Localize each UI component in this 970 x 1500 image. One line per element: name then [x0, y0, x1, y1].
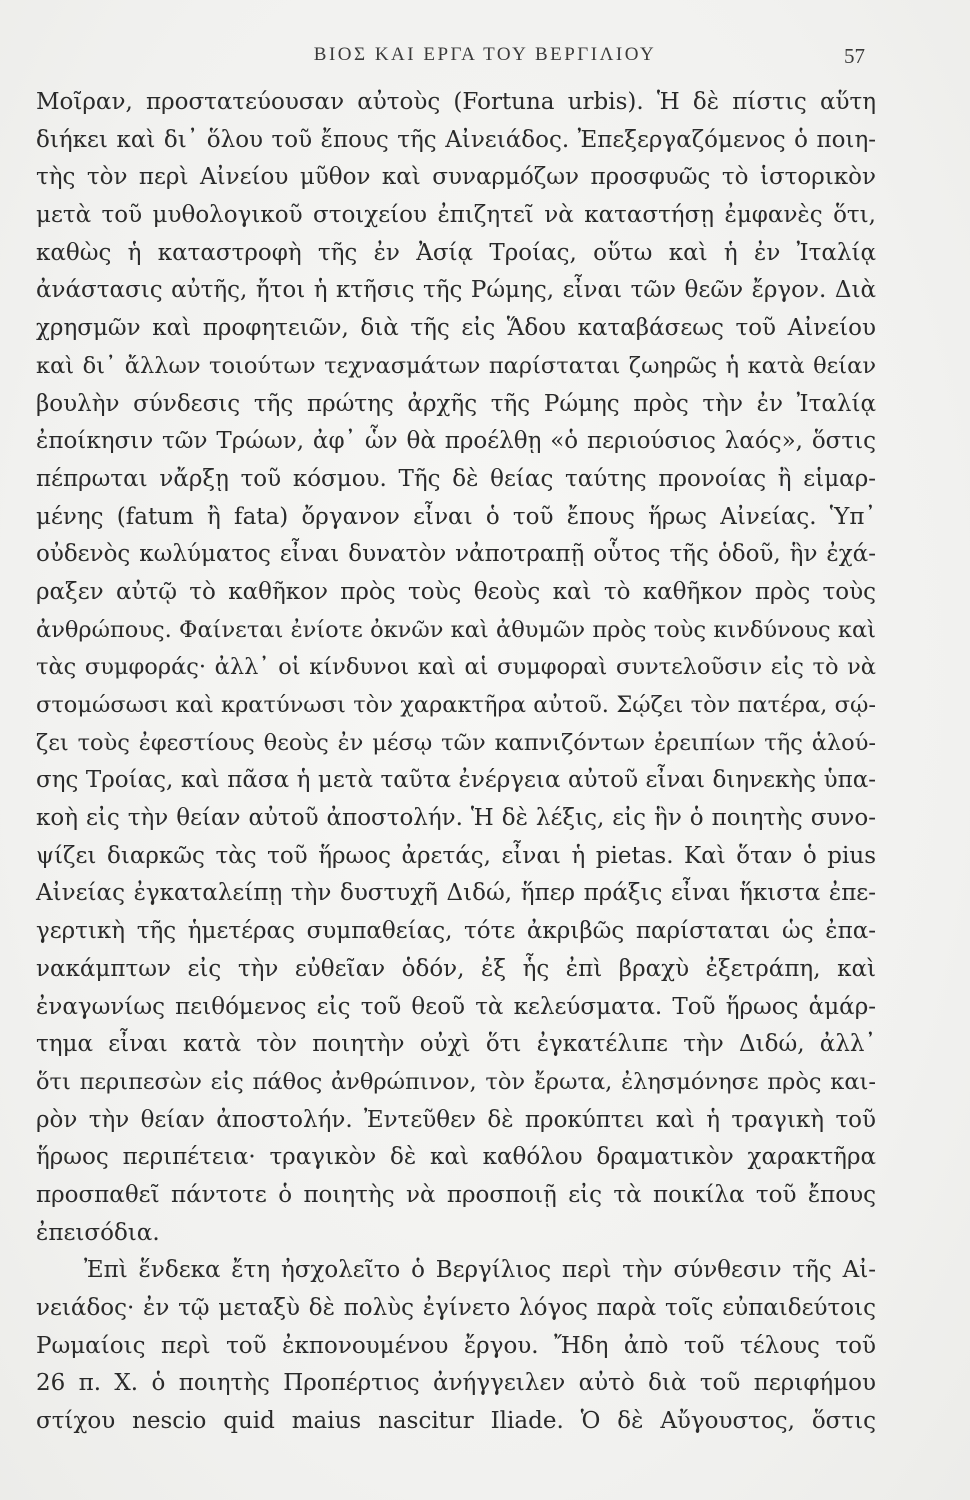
text-line: ἥρωος περιπέτεια· τραγικὸν δὲ καὶ καθόλου δραματικὸν χαρακτῆρα [36, 1144, 876, 1171]
text-line: οὐδενὸς κωλύματος εἶναι δυνατὸν νἀποτραπῇ οὗτος τῆς ὁδοῦ, ἣν ἐχά- [36, 541, 876, 568]
text-line: σης Τροίας, καὶ πᾶσα ἡ μετὰ ταῦτα ἐνέργεια αὐτοῦ εἶναι διηνεκὴς ὑπα- [36, 767, 876, 794]
text-line: 26 π. Χ. ὁ ποιητὴς Προπέρτιος ἀνήγγειλεν αὐτὸ διὰ τοῦ περιφήμου [36, 1370, 876, 1397]
text-line: ὅτι περιπεσὼν εἰς πάθος ἀνθρώπινον, τὸν ἔρωτα, ἐλησμόνησε πρὸς και- [36, 1068, 876, 1095]
text-line: μένης (fatum ἢ fata) ὄργανον εἶναι ὁ τοῦ ἔπους ἥρως Αἰνείας. Ὑπ᾽ [36, 503, 876, 530]
text-line: Μοῖραν, προστατεύουσαν αὐτοὺς (Fortuna urbis). Ἡ δὲ πίστις αὕτη [36, 89, 876, 115]
text-line: καὶ δι᾽ ἄλλων τοιούτων τεχνασμάτων παρίσταται ζωηρῶς ἡ κατὰ θείαν [36, 352, 876, 379]
text-line: στίχου nescio quid maius nascitur Iliade. Ὁ δὲ Αὔγουστος, ὅστις [36, 1408, 876, 1435]
text-line: Αἰνείας ἐγκαταλείπῃ τὴν δυστυχῆ Διδώ, ἥπερ πράξις εἶναι ἥκιστα ἐπε- [36, 880, 876, 907]
text-line: ραξεν αὐτῷ τὸ καθῆκον πρὸς τοὺς θεοὺς καὶ τὸ καθῆκον πρὸς τοὺς [36, 578, 876, 605]
text-line: Ἐπὶ ἕνδεκα ἔτη ἠσχολεῖτο ὁ Βεργίλιος περὶ τὴν σύνθεσιν τῆς Αἰ- [84, 1257, 876, 1284]
text-line: καθὼς ἡ καταστροφὴ τῆς ἐν Ἀσίᾳ Τροίας, οὕτω καὶ ἡ ἐν Ἰταλίᾳ [36, 239, 876, 266]
text-line: διήκει καὶ δι᾽ ὅλου τοῦ ἔπους τῆς Αἰνειάδος. Ἐπεξεργαζόμενος ὁ ποιη- [36, 126, 876, 153]
text-line: πέπρωται νἄρξῃ τοῦ κόσμου. Τῆς δὲ θείας ταύτης προνοίας ἢ εἱμαρ- [36, 465, 876, 492]
text-line: ρὸν τὴν θείαν ἀποστολήν. Ἐντεῦθεν δὲ προκύπτει καὶ ἡ τραγικὴ τοῦ [36, 1106, 876, 1133]
text-line: γερτικὴ τῆς ἡμετέρας συμπαθείας, τότε ἀκριβῶς παρίσταται ὡς ἐπα- [36, 918, 876, 945]
text-line: ψίζει διαρκῶς τὰς τοῦ ἥρωος ἀρετάς, εἶναι ἡ pietas. Καὶ ὅταν ὁ pius [36, 842, 876, 869]
body-text [36, 84, 876, 1441]
text-line: χρησμῶν καὶ προφητειῶν, διὰ τῆς εἰς Ἅδου καταβάσεως τοῦ Αἰνείου [36, 315, 876, 342]
text-line: προσπαθεῖ πάντοτε ὁ ποιητὴς νὰ προσποιῇ εἰς τὰ ποικίλα τοῦ ἔπους [36, 1181, 876, 1208]
text-line: νειάδος· ἐν τῷ μεταξὺ δὲ πολὺς ἐγίνετο λόγος παρὰ τοῖς εὐπαιδεύτοις [36, 1295, 876, 1321]
running-header [0, 44, 970, 76]
text-line: ἀνθρώπους. Φαίνεται ἐνίοτε ὀκνῶν καὶ ἀθυμῶν πρὸς τοὺς κινδύνους καὶ [36, 616, 876, 643]
text-line: τὰς συμφοράς· ἀλλ᾽ οἱ κίνδυνοι καὶ αἱ συμφοραὶ συντελοῦσιν εἰς τὸ νὰ [36, 654, 876, 681]
text-line: Ρωμαίοις περὶ τοῦ ἐκπονουμένου ἔργου. Ἤδη ἀπὸ τοῦ τέλους τοῦ [36, 1332, 876, 1359]
text-line: μετὰ τοῦ μυθολογικοῦ στοιχείου ἐπιζητεῖ νὰ καταστήσῃ ἐμφανὲς ὅτι, [36, 202, 876, 229]
text-line: ζει τοὺς ἐφεστίους θεοὺς ἐν μέσῳ τῶν καπνιζόντων ἐρειπίων τῆς ἁλού- [36, 729, 876, 756]
text-line: κοὴ εἰς τὴν θείαν αὐτοῦ ἀποστολήν. Ἡ δὲ λέξις, εἰς ἣν ὁ ποιητὴς συνο- [36, 805, 876, 832]
text-line: τημα εἶναι κατὰ τὸν ποιητὴν οὐχὶ ὅτι ἐγκατέλιπε τὴν Διδώ, ἀλλ᾽ [36, 1031, 876, 1058]
text-line: ἐπεισόδια. [36, 1219, 160, 1246]
text-line: νακάμπτων εἰς τὴν εὐθεῖαν ὁδόν, ἐξ ἧς ἐπὶ βραχὺ ἐξετράπη, καὶ [36, 955, 876, 982]
text-line: ἐποίκησιν τῶν Τρώων, ἀφ᾽ ὧν θὰ προέλθῃ «ὁ περιούσιος λαός», ὅστις [36, 428, 876, 455]
page-number: 57 [844, 44, 865, 68]
text-line: βουλὴν σύνδεσις τῆς πρώτης ἀρχῆς τῆς Ρώμης πρὸς τὴν ἐν Ἰταλίᾳ [36, 390, 876, 417]
text-line: τὴς τὸν περὶ Αἰνείου μῦθον καὶ συναρμόζων προσφυῶς τὸ ἱστορικὸν [36, 164, 876, 191]
text-line: ἐναγωνίως πειθόμενος εἰς τοῦ θεοῦ τὰ κελεύσματα. Τοῦ ἥρωος ἁμάρ- [36, 993, 876, 1020]
text-line: στομώσωσι καὶ κρατύνωσι τὸν χαρακτῆρα αὐτοῦ. Σῴζει τὸν πατέρα, σῴ- [36, 692, 876, 718]
text-line: ἀνάστασις αὐτῆς, ἤτοι ἡ κτῆσις τῆς Ρώμης, εἶναι τῶν θεῶν ἔργον. Διὰ [36, 277, 876, 304]
running-title: ΒΙΟΣ ΚΑΙ ΕΡΓΑ ΤΟΥ ΒΕΡΓΙΛΙΟΥ [313, 44, 657, 65]
